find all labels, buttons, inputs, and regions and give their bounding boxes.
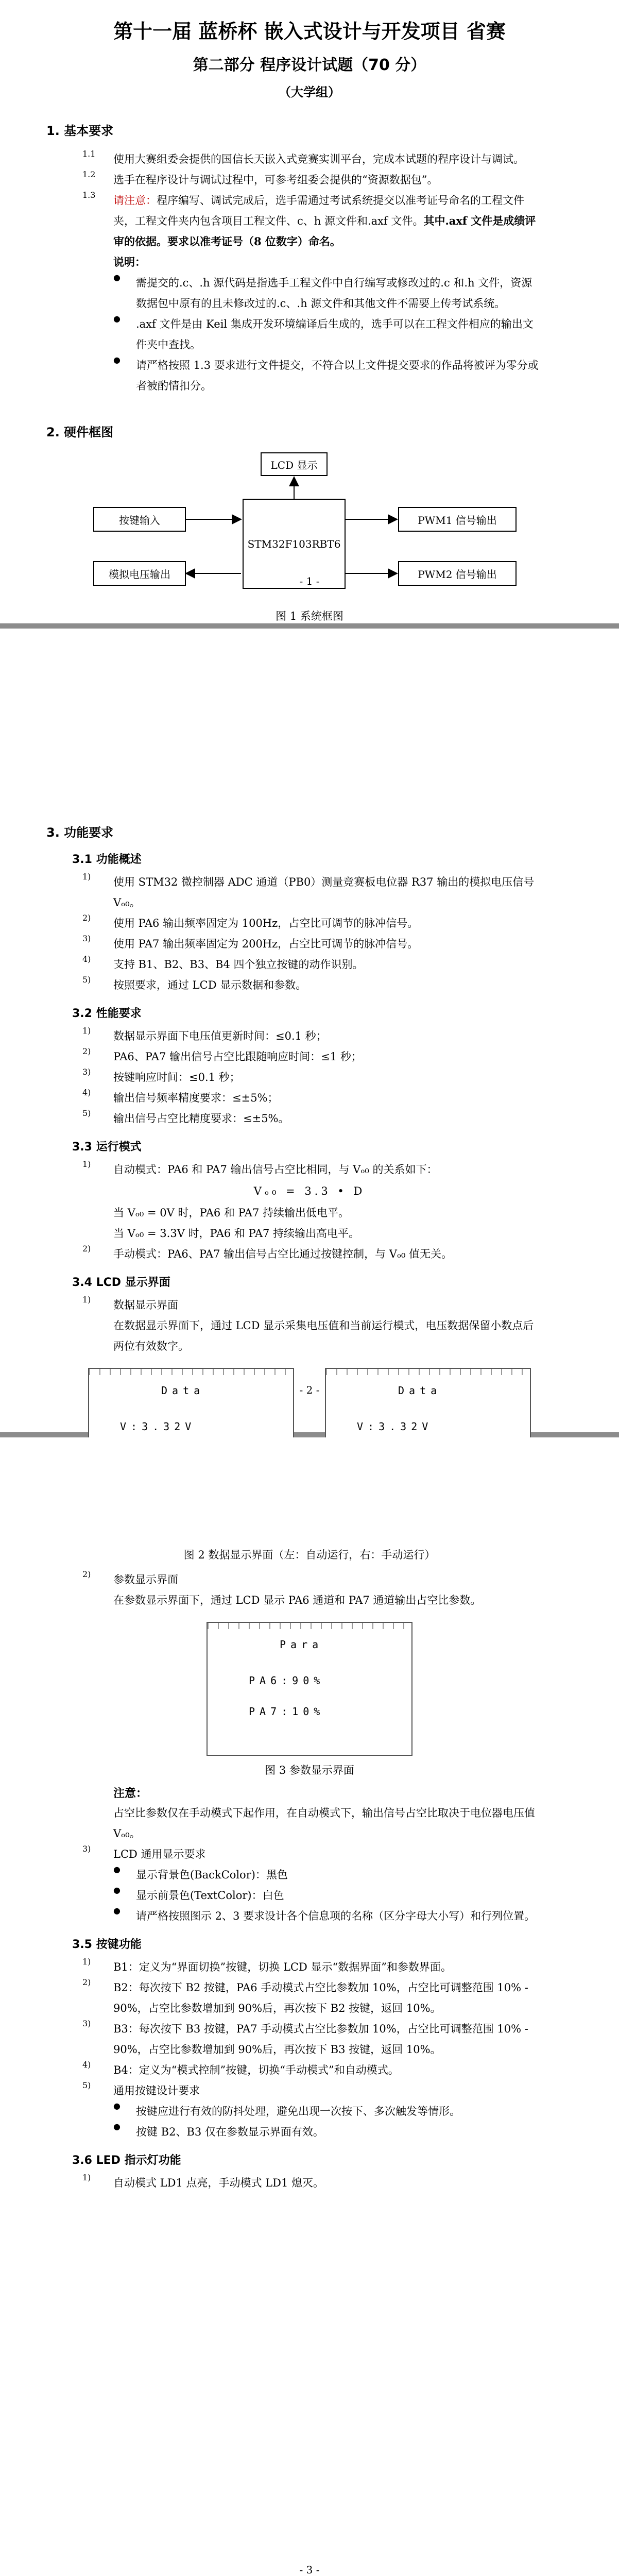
- document-title: 第十一届 蓝桥杯 嵌入式设计与开发项目 省赛: [113, 20, 506, 43]
- lcd-screens-row: [77, 1622, 542, 1756]
- pwm2-output-block: PWM2 信号输出: [398, 561, 517, 586]
- list-item: 1) B1：定义为“界面切换”按键，切换 LCD 显示“数据界面”和参数界面。: [77, 1957, 542, 1977]
- item-text: 通用按键设计要求: [113, 2084, 200, 2097]
- warning-label: 请注意：: [113, 194, 157, 207]
- list-item: 1) 数据显示界面: [77, 1295, 542, 1315]
- section-heading: 2. 硬件框图: [46, 425, 114, 439]
- item-number: 1.2: [82, 170, 96, 179]
- item-text: B2：每次按下 B2 按键，PA6 手动模式占空比参数加 10%，占空比可调整范围 10% - 90%，占空比参数增加到 90%后，再次按下 B2 按键，返回 10%。: [113, 1981, 528, 2014]
- lcd-line: PA7:10%: [249, 1705, 325, 1718]
- list-item: 3) B3：每次按下 B3 按键，PA7 手动模式占空比参数加 10%，占空比可调整范围 10% - 90%，占空比参数增加到 90%后，再次按下 B3 按键，返回 10%。: [77, 2019, 542, 2060]
- bullet-item: [77, 1906, 542, 1926]
- list-item: 5) 通用按键设计要求: [77, 2080, 542, 2101]
- text-span: 工程文件夹，工程文件夹内包含项目工程文件、c、h 源文件和.axf 文件。: [113, 194, 524, 227]
- requirement-item: [77, 190, 542, 252]
- mcu-block: STM32F103RBT6: [243, 499, 346, 589]
- lcd-display-block: LCD 显示: [261, 452, 328, 476]
- subsection-heading: 3.4 LCD 显示界面: [72, 1276, 170, 1289]
- bullet-icon: ●: [113, 2122, 121, 2131]
- bullet-text: 显示前景色(TextColor)：白色: [136, 1889, 284, 1902]
- bullet-item: [77, 2122, 542, 2142]
- item-text: 按照要求，通过 LCD 显示数据和参数。: [113, 979, 307, 991]
- page-1: [0, 0, 619, 623]
- note-label: 说明：: [113, 256, 146, 268]
- analog-voltage-block: 模拟电压输出: [93, 561, 186, 586]
- lcd-screen-para: [207, 1622, 412, 1756]
- item-text: 使用 PA7 输出频率固定为 200Hz，占空比可调节的脉冲信号。: [113, 938, 419, 950]
- list-item: 5) 按照要求，通过 LCD 显示数据和参数。: [77, 975, 542, 995]
- list-item: 2) 使用 PA6 输出频率固定为 100Hz，占空比可调节的脉冲信号。: [77, 913, 542, 934]
- lcd-line: Data: [398, 1384, 442, 1397]
- note-label: 注意：: [113, 1787, 148, 1800]
- paragraph: 在数据显示界面下，通过 LCD 显示采集电压值和当前运行模式，电压数据保留小数点后两位有效数字。: [113, 1319, 534, 1352]
- document-group: （大学组）: [279, 85, 340, 99]
- paragraph: 当 Vₒ₀ = 0V 时，PA6 和 PA7 持续输出低电平。: [113, 1207, 349, 1219]
- requirement-item: [77, 149, 542, 170]
- formula: Vₒ₀ = 3.3 • D: [253, 1185, 366, 1197]
- figure-caption: 图 2 数据显示界面（左：自动运行，右：手动运行）: [183, 1549, 436, 1561]
- list-item: 3) LCD 通用显示要求: [77, 1844, 542, 1865]
- bullet-text: 需提交的.c、.h 源代码是指选手工程文件中自行编写或修改过的.c 和.h 文件，资源数据包中原有的且未修改过的.c、.h 源文件和其他文件不需要上传考试系统。: [136, 277, 532, 310]
- paragraph: 占空比参数仅在手动模式下起作用，在自动模式下，输出信号占空比取决于电位器电压值 Vₒ₀。: [113, 1807, 535, 1840]
- subsection-heading: 3.2 性能要求: [72, 1007, 142, 1020]
- list-item: 1) 数据显示界面下电压值更新时间：≤0.1 秒；: [77, 1026, 542, 1046]
- item-text: 支持 B1、B2、B3、B4 四个独立按键的动作识别。: [113, 958, 364, 971]
- requirement-item: [77, 170, 542, 190]
- list-item: 4) 支持 B1、B2、B3、B4 四个独立按键的动作识别。: [77, 954, 542, 975]
- item-text: 自动模式：PA6 和 PA7 输出信号占空比相同，与 Vₒ₀ 的关系如下：: [113, 1163, 438, 1176]
- item-text: 输出信号频率精度要求：≤±5%；: [113, 1092, 279, 1104]
- text-span: 程序编写、调试完成后，选手需通过考试系统提交以准考证号命名的: [157, 194, 481, 207]
- bullet-item: [77, 1885, 542, 1906]
- item-text: 输出信号占空比精度要求：≤±5%。: [113, 1112, 289, 1125]
- bullet-item: [77, 273, 542, 314]
- section-heading: 1. 基本要求: [46, 124, 114, 138]
- figure-caption: 图 1 系统框图: [276, 610, 343, 622]
- bullet-icon: ●: [113, 1885, 121, 1895]
- item-text: 参数显示界面: [113, 1573, 178, 1586]
- lcd-line: V:3.32V: [357, 1420, 433, 1433]
- bullet-item: [77, 1865, 542, 1885]
- key-input-block: 按键输入: [93, 507, 186, 532]
- page-number: - 2 -: [299, 1384, 320, 1396]
- item-text: 自动模式 LD1 点亮，手动模式 LD1 熄灭。: [113, 2177, 324, 2189]
- pwm1-output-block: PWM1 信号输出: [398, 507, 517, 532]
- item-text: PA6、PA7 输出信号占空比跟随响应时间：≤1 秒；: [113, 1050, 362, 1063]
- item-text: 使用 PA6 输出频率固定为 100Hz，占空比可调节的脉冲信号。: [113, 917, 419, 929]
- bullet-icon: ●: [113, 355, 121, 365]
- lcd-line: Data: [161, 1384, 205, 1397]
- item-text: B3：每次按下 B3 按键，PA7 手动模式占空比参数加 10%，占空比可调整范围 10% - 90%，占空比参数增加到 90%后，再次按下 B3 按键，返回 10%。: [113, 2023, 528, 2056]
- bullet-icon: ●: [113, 314, 121, 324]
- lcd-line: PA6:90%: [249, 1674, 325, 1687]
- bullet-text: 显示背景色(BackColor)：黑色: [136, 1869, 288, 1881]
- document-subtitle: 第二部分 程序设计试题（70 分）: [193, 56, 426, 74]
- bullet-text: 请严格按照图示 2、3 要求设计各个信息项的名称（区分字母大小写）和行列位置。: [136, 1910, 536, 1922]
- paragraph: 当 Vₒ₀ = 3.3V 时，PA6 和 PA7 持续输出高电平。: [113, 1227, 360, 1240]
- bullet-icon: ●: [113, 273, 121, 282]
- list-item: 5) 输出信号占空比精度要求：≤±5%。: [77, 1108, 542, 1129]
- page-number: - 1 -: [299, 575, 320, 587]
- bullet-text: .axf 文件是由 Keil 集成开发环境编译后生成的，选手可以在工程文件相应的输出文件夹中查找。: [136, 318, 534, 351]
- paragraph: 在参数显示界面下，通过 LCD 显示 PA6 通道和 PA7 通道输出占空比参数。: [113, 1594, 482, 1606]
- page-2: [0, 629, 619, 1432]
- item-number: 1.3: [82, 190, 96, 200]
- item-number: 1.1: [82, 149, 96, 159]
- list-item: 1) 使用 STM32 微控制器 ADC 通道（PB0）测量竞赛板电位器 R37 输出的模拟电压信号 Vₒ₀。: [77, 872, 542, 913]
- list-item: 2) B2：每次按下 B2 按键，PA6 手动模式占空比参数加 10%，占空比可调整范围 10% - 90%，占空比参数增加到 90%后，再次按下 B2 按键，返回 10%。: [77, 1977, 542, 2019]
- bullet-icon: ●: [113, 1906, 121, 1916]
- bullet-text: 按键 B2、B3 仅在参数显示界面有效。: [136, 2126, 324, 2138]
- list-item: 2) 参数显示界面: [77, 1569, 542, 1590]
- item-text: 使用 STM32 微控制器 ADC 通道（PB0）测量竞赛板电位器 R37 输出的模拟电压信号 Vₒ₀。: [113, 876, 535, 909]
- bullet-item: [77, 314, 542, 355]
- subsection-heading: 3.5 按键功能: [72, 1938, 142, 1951]
- item-text: 选手在程序设计与调试过程中，可参考组委会提供的“资源数据包”。: [113, 174, 438, 186]
- item-text: 使用大赛组委会提供的国信长天嵌入式竞赛实训平台，完成本试题的程序设计与调试。: [113, 153, 524, 165]
- bullet-text: 按键应进行有效的防抖处理，避免出现一次按下、多次触发等情形。: [136, 2105, 460, 2117]
- figure-caption: 图 3 参数显示界面: [265, 1764, 354, 1776]
- bold-text: 其中.axf 文件是成绩评审的依据。要求以准考证号（8 位数字）命名。: [113, 214, 536, 248]
- item-text: LCD 通用显示要求: [113, 1848, 206, 1860]
- section-heading: 3. 功能要求: [46, 825, 114, 840]
- item-text: 数据显示界面下电压值更新时间：≤0.1 秒；: [113, 1030, 327, 1042]
- page-3: [0, 1437, 619, 2576]
- item-text: 数据显示界面: [113, 1299, 178, 1311]
- lcd-line: Para: [280, 1638, 323, 1651]
- list-item: 2) 手动模式：PA6、PA7 输出信号占空比通过按键控制，与 Vₒ₀ 值无关。: [77, 1244, 542, 1264]
- list-item: 4) B4：定义为“模式控制”按键，切换“手动模式”和自动模式。: [77, 2060, 542, 2080]
- list-item: 3) 按键响应时间：≤0.1 秒；: [77, 1067, 542, 1088]
- list-item: 1) 自动模式：PA6 和 PA7 输出信号占空比相同，与 Vₒ₀ 的关系如下：: [77, 1159, 542, 1180]
- list-item: 3) 使用 PA7 输出频率固定为 200Hz，占空比可调节的脉冲信号。: [77, 934, 542, 954]
- subsection-heading: 3.1 功能概述: [72, 853, 142, 866]
- item-text: 按键响应时间：≤0.1 秒；: [113, 1071, 240, 1083]
- list-item: 2) PA6、PA7 输出信号占空比跟随响应时间：≤1 秒；: [77, 1046, 542, 1067]
- page-number: - 3 -: [299, 2564, 320, 2576]
- item-text: B1：定义为“界面切换”按键，切换 LCD 显示“数据界面”和参数界面。: [113, 1961, 452, 1973]
- lcd-line: V:3.32V: [120, 1420, 196, 1433]
- bullet-item: [77, 355, 542, 396]
- bullet-icon: ●: [113, 2101, 121, 2111]
- bullet-item: [77, 2101, 542, 2122]
- list-item: 1) 自动模式 LD1 点亮，手动模式 LD1 熄灭。: [77, 2173, 542, 2193]
- item-text: [113, 190, 542, 252]
- bullet-text: 请严格按照 1.3 要求进行文件提交，不符合以上文件提交要求的作品将被评为零分或者被酌情扣分。: [136, 359, 539, 392]
- subsection-heading: 3.6 LED 指示灯功能: [72, 2154, 181, 2167]
- subsection-heading: 3.3 运行模式: [72, 1141, 142, 1154]
- list-item: 4) 输出信号频率精度要求：≤±5%；: [77, 1088, 542, 1108]
- item-text: 手动模式：PA6、PA7 输出信号占空比通过按键控制，与 Vₒ₀ 值无关。: [113, 1248, 453, 1260]
- bullet-icon: ●: [113, 1865, 121, 1874]
- item-text: B4：定义为“模式控制”按键，切换“手动模式”和自动模式。: [113, 2064, 399, 2076]
